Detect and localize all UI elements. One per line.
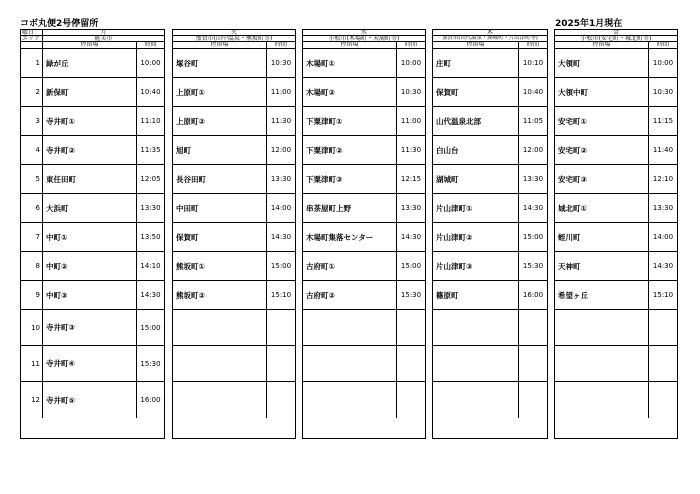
stop-time: 10:10 [522,59,544,67]
table-row [303,165,425,194]
area-name: 加賀市(山中温泉・熊坂町等) [173,36,295,42]
stop-time: 12:10 [652,175,674,183]
stop-time [519,382,547,418]
stop-name: 片山津町① [433,194,519,222]
stop-time: 11:00 [270,88,292,96]
stop-name: 天神町 [555,252,649,280]
stop-name: 中町③ [43,281,137,309]
stop-time: 13:30 [652,204,674,212]
table-row [173,136,295,165]
stop-name: 下粟津町① [303,107,397,135]
time-col-header: 時間 [144,42,157,48]
stop-name [303,310,397,345]
stop-time: 15:10 [270,291,292,299]
stop-time: 11:10 [140,117,161,125]
stop-time: 10:00 [140,59,161,67]
day-name: 火 [173,30,295,36]
table-row [303,310,425,346]
stop-name: 塚谷町 [173,49,267,77]
table-row [303,136,425,165]
table-row [303,49,425,78]
stop-time: 15:30 [400,291,422,299]
stop-time: 15:00 [400,262,422,270]
stop-name: 旭町 [173,136,267,164]
column-header [555,42,677,49]
column-header [303,42,425,49]
stop-time: 11:15 [652,117,674,125]
stop-time: 11:35 [140,146,161,154]
page-title: コボ丸便2号停留所 [20,19,99,29]
stop-time: 15:00 [522,233,544,241]
day-name: 金 [555,30,677,36]
stop-time: 11:40 [652,146,674,154]
stop-list [173,49,295,418]
table-row [555,310,677,346]
stop-name: 中町① [43,223,137,251]
area-name: 能美市 [94,36,113,42]
panel-monday [20,29,165,439]
stop-name: 寺井町④ [43,346,137,381]
stop-time [267,382,295,418]
table-row [173,346,295,382]
stop-name: 熊坂町② [173,281,267,309]
stop-name: 保賀町 [173,223,267,251]
table-row [303,194,425,223]
num-col-header [21,42,43,48]
stop-name: 大領町 [555,49,649,77]
table-row [433,281,547,310]
table-row [303,252,425,281]
stop-col-header: 停留場 [555,42,649,48]
table-row [303,78,425,107]
stop-name [303,382,397,418]
stop-time [267,346,295,381]
table-row [433,165,547,194]
stop-time: 15:00 [270,262,292,270]
stop-time: 10:40 [140,88,161,96]
stop-time: 12:15 [400,175,422,183]
stop-name: 串茶屋町上野 [303,194,397,222]
stop-time: 13:30 [522,175,544,183]
panel-thursday [432,29,548,439]
table-row [21,165,164,194]
table-row [555,346,677,382]
stop-name: 中田町 [173,194,267,222]
stop-list [303,49,425,418]
stop-name: 緑が丘 [43,49,137,77]
stop-number: 7 [21,223,43,251]
stop-time: 10:00 [652,59,674,67]
table-row [433,49,547,78]
stop-list [555,49,677,418]
stop-name: 上原町② [173,107,267,135]
day-name: 木 [433,30,547,36]
table-row [173,223,295,252]
stop-list [433,49,547,418]
stop-name: 片山津町③ [433,252,519,280]
table-row [173,281,295,310]
table-row [21,223,164,252]
stop-name: 大領中町 [555,78,649,106]
table-row [433,136,547,165]
stop-number: 10 [21,310,43,345]
stop-time: 13:50 [140,233,161,241]
stop-name: 篠原町 [433,281,519,309]
table-row [303,223,425,252]
table-row [303,346,425,382]
stop-name: 木場町集落センター [303,223,397,251]
table-row [433,223,547,252]
weekday-label: 曜日 [21,30,43,35]
time-col-header: 時間 [274,42,287,48]
stop-name [173,310,267,345]
stop-time: 15:30 [522,262,544,270]
stop-name [555,310,649,345]
stop-time [649,382,677,418]
stop-time [397,310,425,345]
stop-time: 10:30 [652,88,674,96]
table-row [21,310,164,346]
table-row [433,194,547,223]
table-row [555,252,677,281]
stop-time: 14:10 [140,262,161,270]
stop-col-header: 停留場 [303,42,397,48]
stop-time: 11:30 [400,146,422,154]
stop-time: 12:00 [270,146,292,154]
stop-number: 12 [21,382,43,418]
stop-number: 4 [21,136,43,164]
table-row [21,136,164,165]
column-header [433,42,547,49]
stop-time [519,346,547,381]
stop-time: 14:00 [270,204,292,212]
panel-friday [554,29,678,439]
table-row [555,194,677,223]
stop-time: 15:30 [140,359,161,368]
stop-name: 新保町 [43,78,137,106]
stop-name: 庄町 [433,49,519,77]
stop-time [397,382,425,418]
stop-name: 木場町① [303,49,397,77]
as-of-date: 2025年1月現在 [555,19,623,29]
table-row [173,107,295,136]
day-name: 水 [303,30,425,36]
table-row [555,107,677,136]
stop-name: 城北町① [555,194,649,222]
stop-name [433,346,519,381]
stop-name [555,346,649,381]
column-header [21,42,164,49]
stop-number: 1 [21,49,43,77]
stop-name: 中町② [43,252,137,280]
stop-col-header: 停留場 [433,42,519,48]
area-name: 小松市(木場町・天満町等) [303,36,425,42]
table-row [173,78,295,107]
table-row [303,281,425,310]
table-row [173,49,295,78]
stop-time: 10:30 [270,59,292,67]
stop-time: 14:30 [652,262,674,270]
table-row [555,78,677,107]
table-row [173,252,295,281]
table-row [303,382,425,418]
table-row [21,49,164,78]
stop-name: 東任田町 [43,165,137,193]
stop-name: 木場町② [303,78,397,106]
stop-name [173,346,267,381]
stop-name [173,382,267,418]
table-row [433,252,547,281]
stop-time: 10:00 [400,59,422,67]
table-row [21,382,164,418]
stop-name: 寺井町② [43,136,137,164]
table-row [173,310,295,346]
stop-time: 10:40 [522,88,544,96]
table-row [21,194,164,223]
stop-time [649,310,677,345]
table-row [433,78,547,107]
table-row [555,223,677,252]
table-row [173,382,295,418]
time-col-header: 時間 [526,42,539,48]
table-row [555,382,677,418]
table-row [433,107,547,136]
stop-time: 15:00 [140,323,161,332]
table-row [173,165,295,194]
stop-name: 下粟津町③ [303,165,397,193]
stop-col-header: 停留場 [173,42,267,48]
stop-name: 山代温泉北部 [433,107,519,135]
stop-time: 11:30 [270,117,292,125]
table-row [433,382,547,418]
time-col-header: 時間 [404,42,417,48]
stop-name: 古府町① [303,252,397,280]
stop-time [397,346,425,381]
area-name: 小松市(安宅町・城北町等) [555,36,677,42]
stop-name: 湖城町 [433,165,519,193]
stop-name: 長谷田町 [173,165,267,193]
table-row [173,194,295,223]
area-name: 加賀市(山代温泉・湖城町・片山津町等) [433,36,547,42]
stop-name: 寺井町③ [43,310,137,345]
day-name: 月 [100,30,107,36]
table-row [303,107,425,136]
table-row [21,346,164,382]
stop-name: 大浜町 [43,194,137,222]
panel-tuesday [172,29,296,439]
stop-number: 2 [21,78,43,106]
stop-time: 11:00 [400,117,422,125]
stop-time: 13:30 [140,204,161,212]
stop-number: 3 [21,107,43,135]
stop-number: 8 [21,252,43,280]
stop-time: 14:30 [522,204,544,212]
table-row [433,310,547,346]
stop-name: 安宅町② [555,136,649,164]
stop-time: 16:00 [522,291,544,299]
stop-time: 12:00 [522,146,544,154]
table-row [21,281,164,310]
column-header [173,42,295,49]
stop-name: 保賀町 [433,78,519,106]
stop-name [433,310,519,345]
stop-time: 16:00 [140,396,161,404]
stop-name: 熊坂町① [173,252,267,280]
table-row [555,165,677,194]
stop-time [649,346,677,381]
stop-time [267,310,295,345]
stop-name: 古府町② [303,281,397,309]
stop-time [519,310,547,345]
stop-time: 14:30 [270,233,292,241]
stop-name [433,382,519,418]
stop-time: 14:00 [652,233,674,241]
table-row [555,136,677,165]
stop-name: 寺井町⑤ [43,382,137,418]
table-row [21,252,164,281]
stop-name: 寺井町① [43,107,137,135]
stop-time: 10:30 [400,88,422,96]
stop-name: 下粟津町② [303,136,397,164]
stop-list [21,49,164,418]
stop-time: 12:05 [140,175,161,183]
stop-time: 15:10 [652,291,674,299]
table-row [555,49,677,78]
stop-name: 安宅町① [555,107,649,135]
stop-time: 11:05 [522,117,544,125]
panel-wednesday [302,29,426,439]
stop-number: 11 [21,346,43,381]
stop-name: 希望ヶ丘 [555,281,649,309]
stop-col-header: 停留場 [43,42,137,48]
table-row [21,78,164,107]
stop-name [555,382,649,418]
stop-name: 片山津町② [433,223,519,251]
stop-name: 上原町① [173,78,267,106]
area-label: エリア [21,36,43,41]
stop-name [303,346,397,381]
stop-name: 白山台 [433,136,519,164]
stop-time: 13:30 [270,175,292,183]
table-row [433,346,547,382]
stop-time: 14:30 [400,233,422,241]
time-col-header: 時間 [656,42,669,48]
stop-number: 5 [21,165,43,193]
table-row [21,107,164,136]
stop-name: 蛭川町 [555,223,649,251]
stop-name: 安宅町③ [555,165,649,193]
stop-time: 14:30 [140,291,161,299]
stop-number: 6 [21,194,43,222]
table-row [555,281,677,310]
stop-time: 13:30 [400,204,422,212]
stop-number: 9 [21,281,43,309]
